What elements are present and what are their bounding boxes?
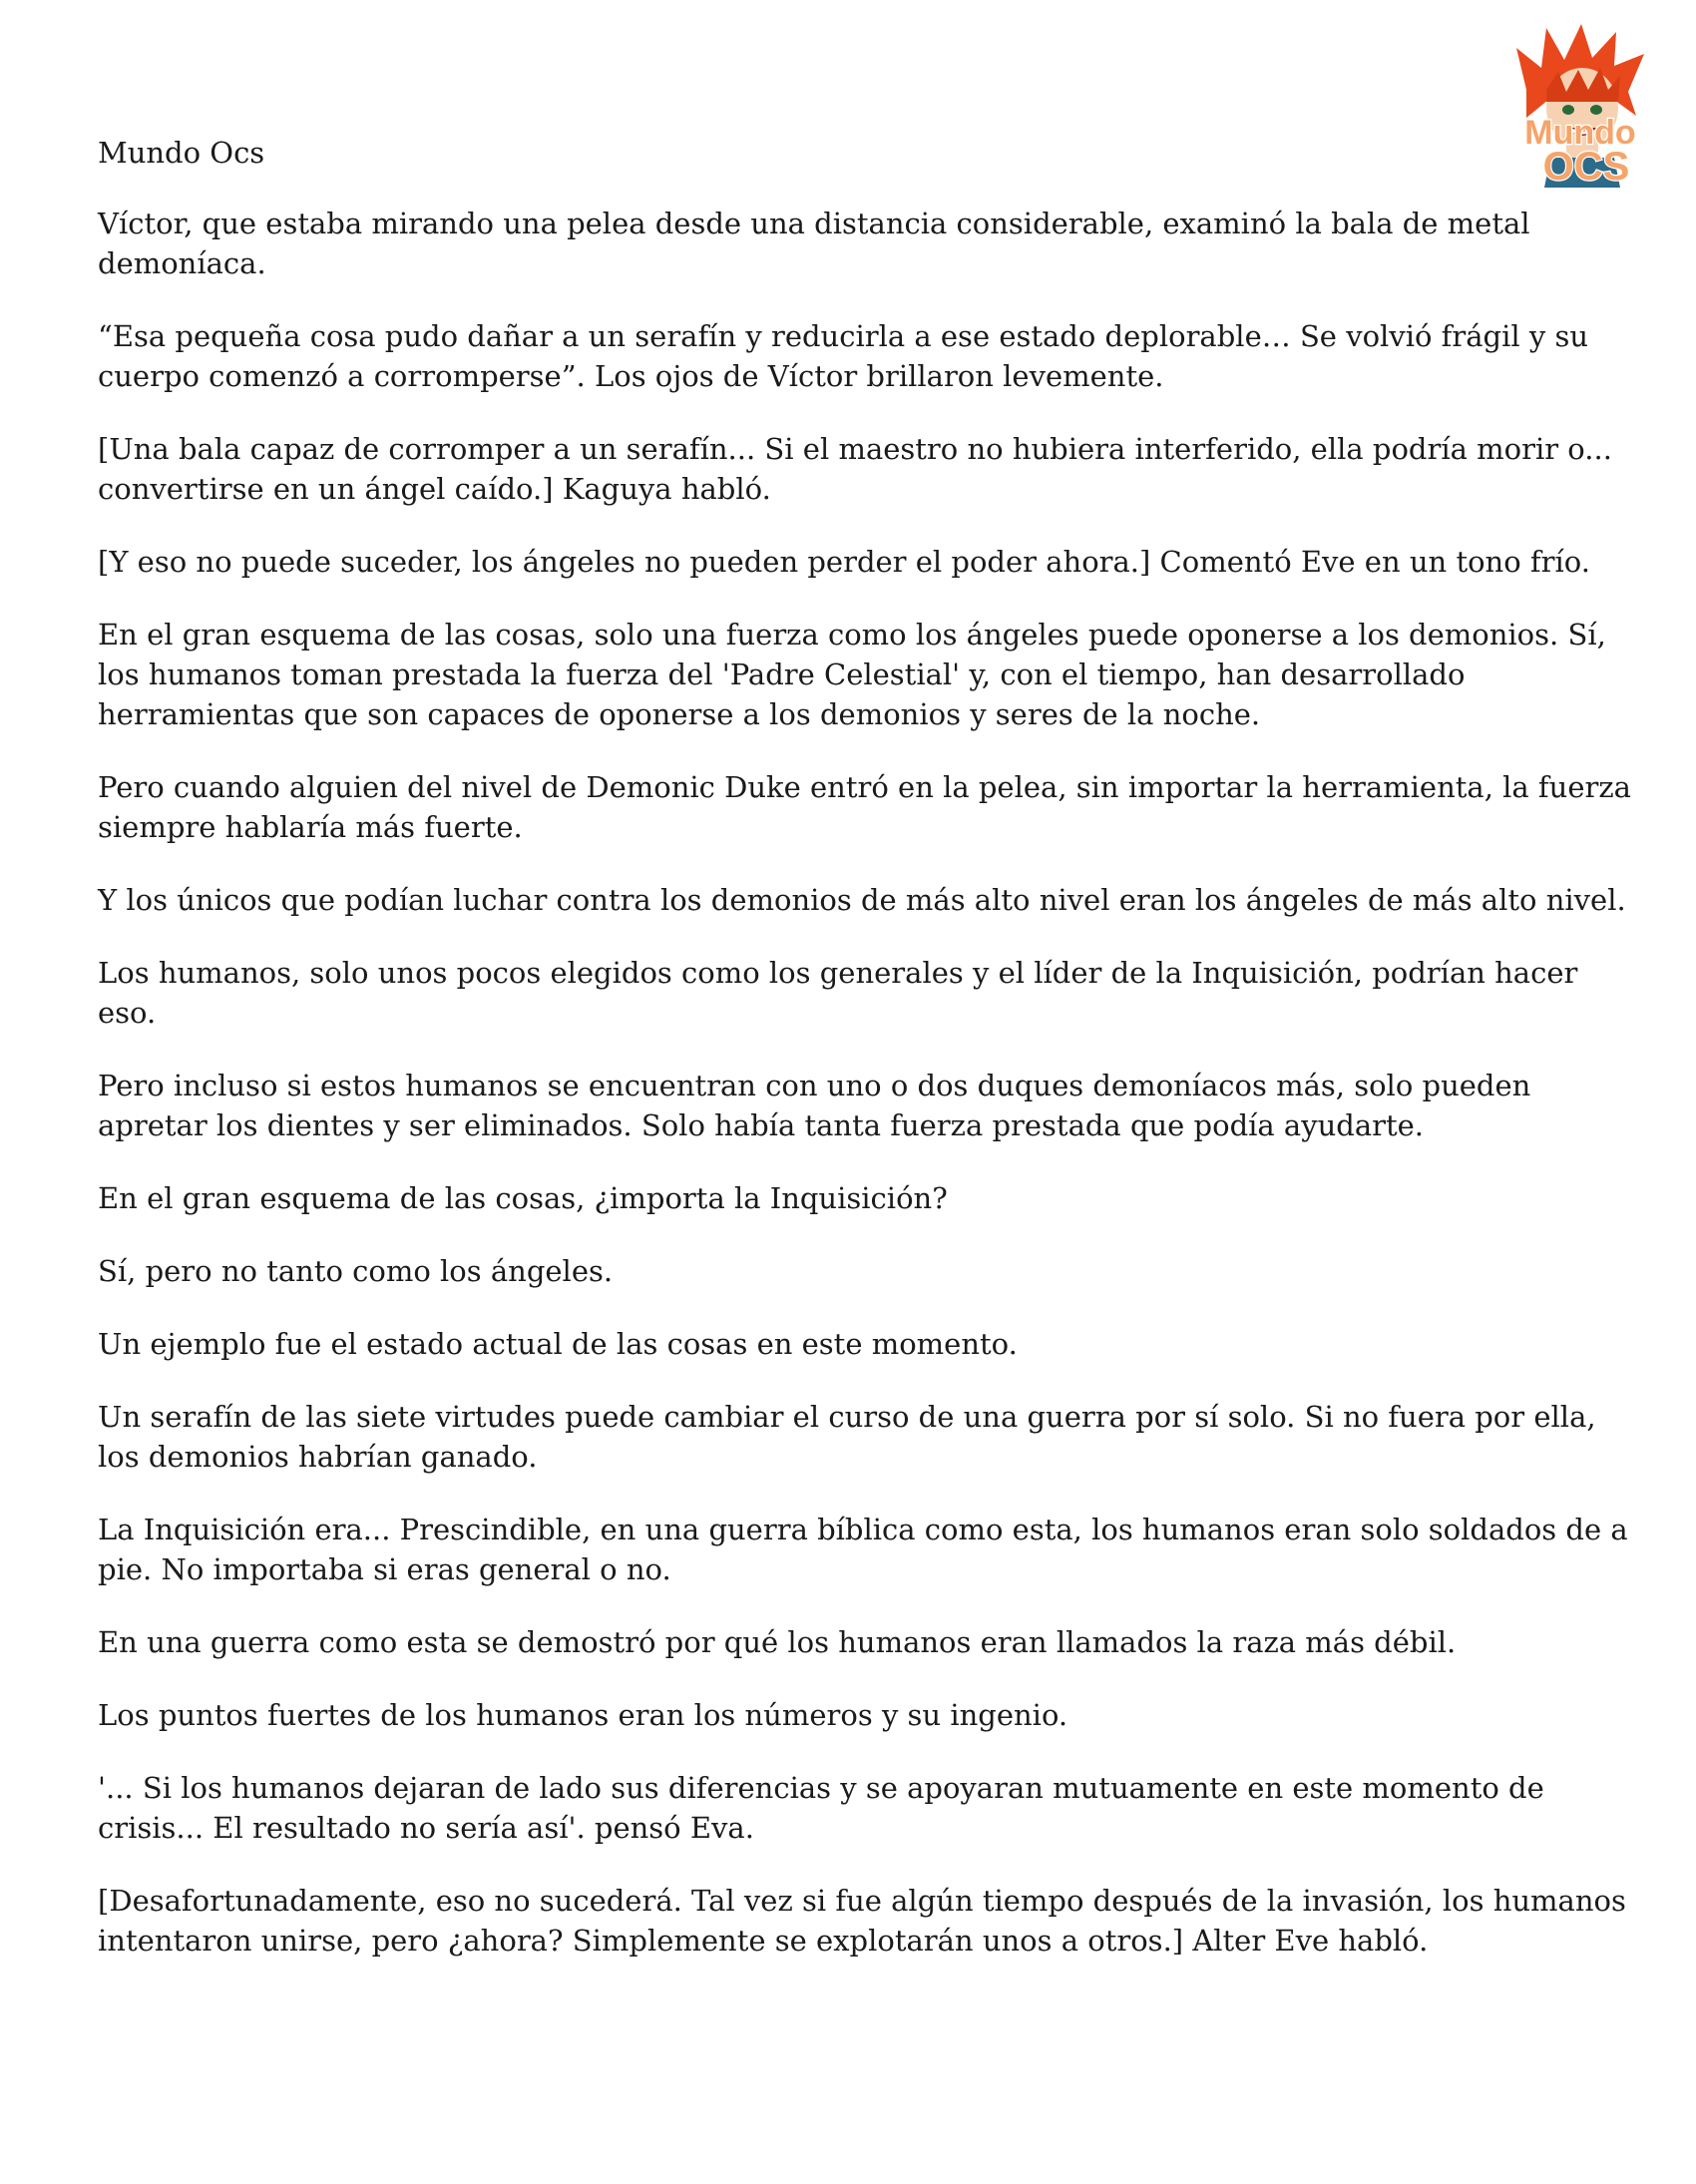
document-body bbox=[98, 204, 1634, 1993]
logo-text-ocs: OCS bbox=[1542, 145, 1630, 188]
paragraph: Víctor, que estaba mirando una pelea desde una distancia considerable, examinó la bala de metal demoníaca. bbox=[98, 207, 1530, 280]
paragraph: Los puntos fuertes de los humanos eran los números y su ingenio. bbox=[98, 1698, 1068, 1732]
paragraph: Los humanos, solo unos pocos elegidos como los generales y el líder de la Inquisición, podrían hacer eso. bbox=[98, 956, 1578, 1030]
paragraph: '... Si los humanos dejaran de lado sus diferencias y se apoyaran mutuamente en este momento de crisis... El resultado no sería así'. pensó Eva. bbox=[98, 1771, 1544, 1845]
paragraph: Un ejemplo fue el estado actual de las cosas en este momento. bbox=[98, 1327, 1018, 1361]
paragraph: La Inquisición era... Prescindible, en una guerra bíblica como esta, los humanos eran solo soldados de a pie. No importaba si eras general o no. bbox=[98, 1513, 1628, 1586]
paragraph: En el gran esquema de las cosas, solo una fuerza como los ángeles puede oponerse a los demonios. Sí, los humanos toman prestada la fuerza del 'Padre Celestial' y, con el tiempo, han desarrollado herramientas que son capaces de oponerse a los demonios y seres de la noche. bbox=[98, 618, 1606, 731]
logo-text-mundo: Mundo bbox=[1524, 114, 1636, 152]
paragraph: [Y eso no puede suceder, los ángeles no pueden perder el poder ahora.] Comentó Eve en un tono frío. bbox=[98, 545, 1590, 579]
paragraph: En el gran esquema de las cosas, ¿importa la Inquisición? bbox=[98, 1181, 948, 1215]
paragraph: [Una bala capaz de corromper a un serafín... Si el maestro no hubiera interferido, ella podría morir o... convertirse en un ángel caído.] Kaguya habló. bbox=[98, 432, 1612, 506]
paragraph: Pero incluso si estos humanos se encuentran con uno o dos duques demoníacos más, solo pueden apretar los dientes y ser eliminados. Solo había tanta fuerza prestada que podía ayudarte. bbox=[98, 1069, 1531, 1142]
paragraph: [Desafortunadamente, eso no sucederá. Tal vez si fue algún tiempo después de la invasión, los humanos intentaron unirse, pero ¿ahora? Simplemente se explotarán unos a otros.] Alter Eve habló. bbox=[98, 1884, 1626, 1958]
paragraph: En una guerra como esta se demostró por qué los humanos eran llamados la raza más débil. bbox=[98, 1625, 1457, 1659]
paragraph: Un serafín de las siete virtudes puede cambiar el curso de una guerra por sí solo. Si no fuera por ella, los demonios habrían ganado. bbox=[98, 1400, 1596, 1474]
paragraph: Y los únicos que podían luchar contra los demonios de más alto nivel eran los ángeles de más alto nivel. bbox=[98, 883, 1626, 917]
paragraph: Sí, pero no tanto como los ángeles. bbox=[98, 1254, 614, 1288]
mundo-ocs-logo bbox=[1496, 20, 1664, 188]
paragraph: Pero cuando alguien del nivel de Demonic Duke entró en la pelea, sin importar la herramienta, la fuerza siempre hablaría más fuerte. bbox=[98, 770, 1631, 844]
paragraph: “Esa pequeña cosa pudo dañar a un serafín y reducirla a ese estado deplorable… Se volvió frágil y su cuerpo comenzó a corromperse”. Los ojos de Víctor brillaron levemente. bbox=[98, 319, 1589, 393]
page-header-title: Mundo Ocs bbox=[98, 136, 265, 170]
